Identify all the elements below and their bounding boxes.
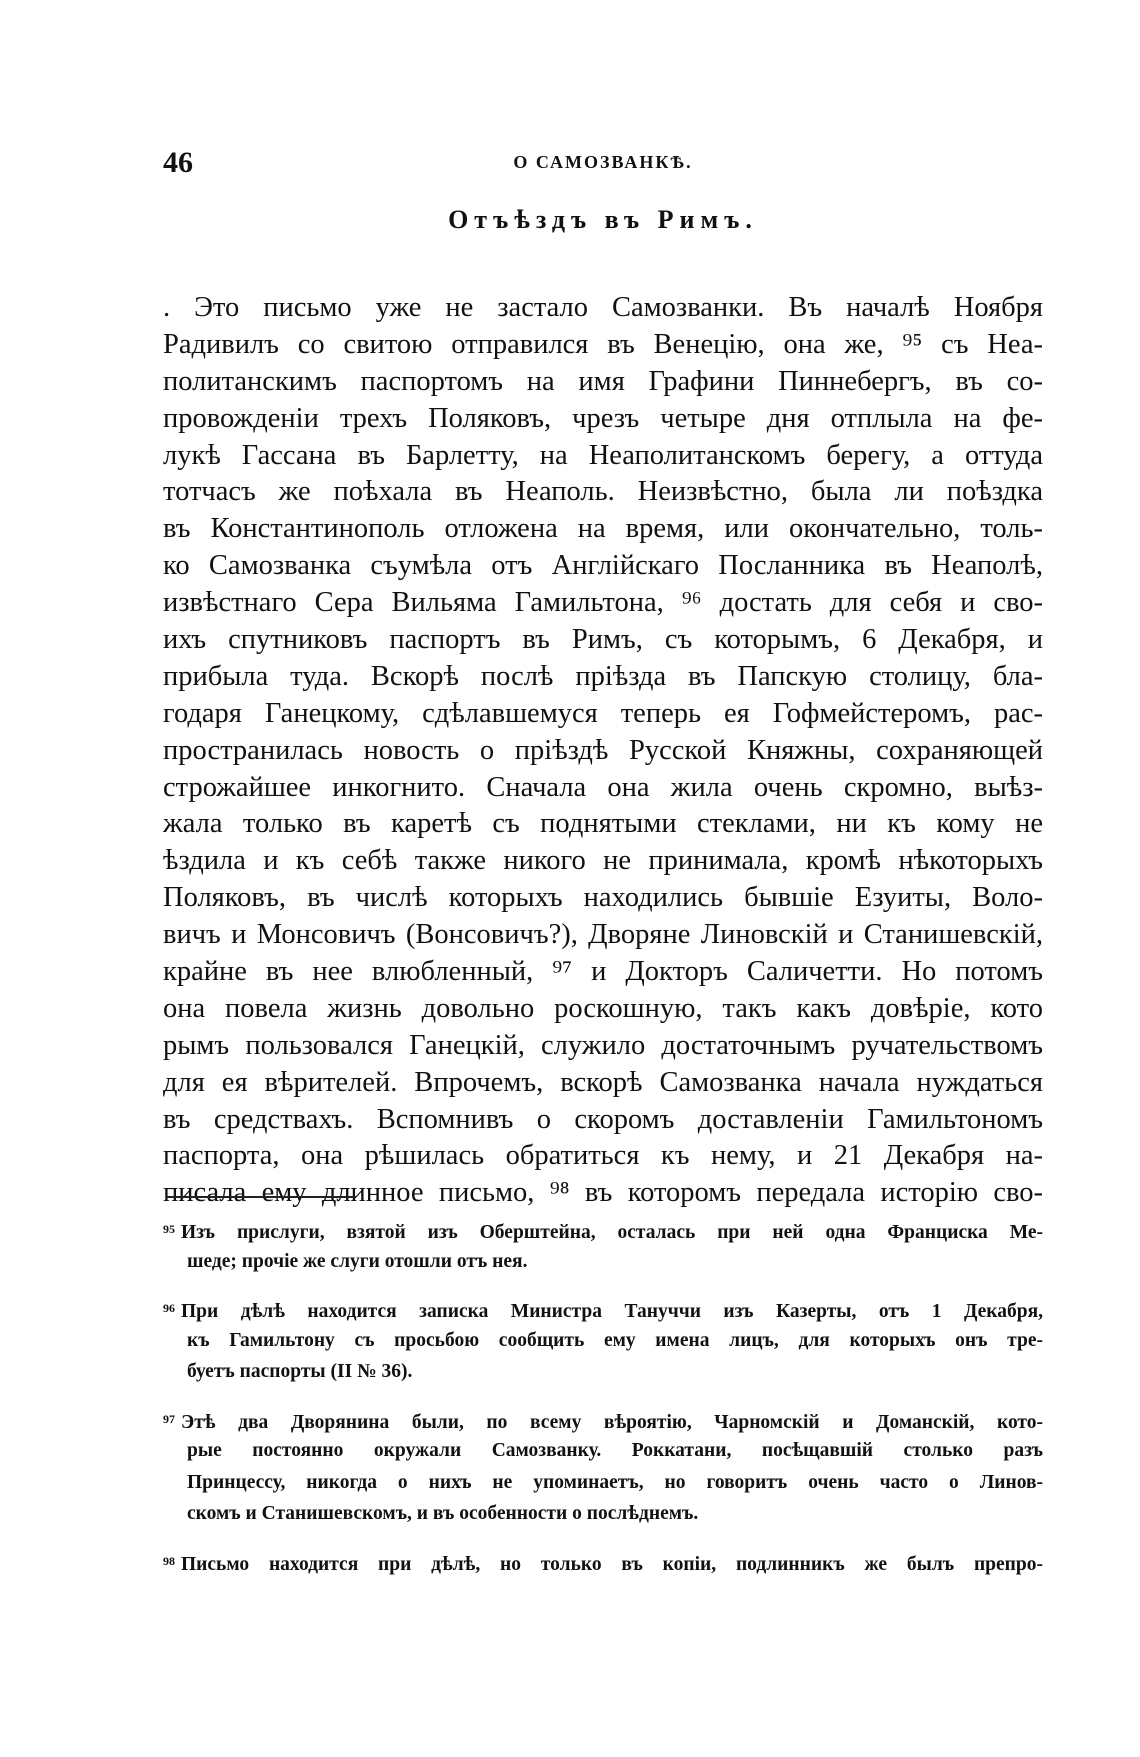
body-line: годаря Ганецкому, сдѣлавшемуся теперь ея Гофмейстеромъ, рас-	[163, 697, 1043, 729]
body-line: она повела жизнь довольно роскошную, такъ какъ довѣріе, кото	[163, 992, 1043, 1024]
body-line: въ Константинополь отложена на время, или окончательно, толь-	[163, 513, 1043, 545]
body-line: прибыла туда. Вскорѣ послѣ пріѣзда въ Папскую столицу, бла-	[163, 660, 1043, 692]
body-line: ко Самозванка съумѣла отъ Англійскаго Посланника въ Неаполѣ,	[163, 550, 1043, 582]
footnote-95	[163, 1214, 1043, 1277]
body-line: рымъ пользовался Ганецкій, служило достаточнымъ ручательствомъ	[163, 1029, 1043, 1061]
body-line: провожденіи трехъ Поляковъ, чрезъ четыре дня отплыла на фе-	[163, 402, 1043, 434]
footnote-text: При дѣлѣ находится записка Министра Тануччи изъ Казерты, отъ 1 Декабря,	[181, 1301, 1043, 1322]
footnote-line: рые постоянно окружали Самозванку. Роккатани, посѣщавшій столько разъ	[187, 1440, 1043, 1461]
footnote-line	[163, 1214, 1043, 1246]
footnote-text: Этѣ два Дворянина были, по всему вѣроятію, Чарномскій и Доманскій, кото-	[181, 1411, 1043, 1433]
body-line: лукѣ Гассана въ Барлетту, на Неаполитанскомъ берегу, а оттуда	[163, 439, 1043, 471]
body-line: Поляковъ, въ числѣ которыхъ находились бывшіе Езуиты, Воло-	[163, 882, 1043, 914]
body-line: писала ему длинное письмо, ⁹⁸ въ которомъ передала исторію сво-	[163, 1177, 1043, 1209]
footnote-text: Изъ прислуги, взятой изъ Оберштейна, осталась при ней одна Франциска Ме-	[181, 1222, 1043, 1243]
footnote-line	[163, 1404, 1043, 1436]
section-title: Отъѣздъ въ Римъ.	[448, 205, 758, 234]
footnote-marker: 98	[163, 1553, 175, 1568]
footnote-line: буетъ паспорты (II № 36).	[187, 1361, 413, 1382]
body-line: въ средствахъ. Вспомнивъ о скоромъ доставленіи Гамильтономъ	[163, 1103, 1043, 1135]
body-line: политанскимъ паспортомъ на имя Графини Пиннебергъ, въ со-	[163, 365, 1043, 397]
footnote-line: скомъ и Станишевскомъ, и въ особенности о послѣднемъ.	[187, 1503, 699, 1524]
body-line: для ея вѣрителей. Впрочемъ, вскорѣ Самозванка начала нуждаться	[163, 1066, 1043, 1098]
footnote-divider	[166, 1196, 356, 1198]
body-line: пространилась новость о пріѣздѣ Русской Княжны, сохраняющей	[163, 734, 1043, 766]
body-line: . Это письмо уже не застало Самозванки. Въ началѣ Ноября	[163, 292, 1043, 323]
footnote-line: шеде; прочіе же слуги отошли отъ нея.	[187, 1250, 528, 1272]
body-line: крайне въ нее влюбленный, ⁹⁷ и Докторъ Саличетти. Но потомъ	[163, 956, 1043, 988]
footnote-98	[163, 1546, 1043, 1578]
footnote-marker: 96	[163, 1301, 175, 1315]
footnote-line	[163, 1546, 1043, 1578]
body-line: строжайшее инкогнито. Сначала она жила очень скромно, выѣз-	[163, 771, 1043, 803]
body-line: тотчасъ же поѣхала въ Неаполь. Неизвѣстно, была ли поѣздка	[163, 476, 1043, 508]
footnote-96	[163, 1293, 1043, 1388]
body-line: ихъ спутниковъ паспортъ въ Римъ, съ которымъ, 6 Декабря, и	[163, 624, 1043, 656]
footnote-97	[163, 1404, 1043, 1530]
body-line: жала только въ каретѣ съ поднятыми стеклами, ни къ кому не	[163, 808, 1043, 840]
footnotes	[163, 1214, 1043, 1593]
footnote-marker: 97	[163, 1411, 175, 1426]
footnote-line	[163, 1293, 1043, 1325]
running-title: О САМОЗВАНКѢ.	[513, 152, 693, 172]
footnote-line: Принцессу, никогда о нихъ не упоминаетъ, но говоритъ очень часто о Линов-	[187, 1471, 1043, 1493]
page-number: 46	[163, 146, 193, 179]
footnote-marker: 95	[163, 1222, 175, 1236]
body-line: паспорта, она рѣшилась обратиться къ нему, и 21 Декабря на-	[163, 1140, 1043, 1172]
body-line: Радивилъ со свитою отправился въ Венецію, она же, ⁹⁵ съ Неа-	[163, 328, 1043, 360]
body-line: извѣстнаго Сера Вильяма Гамильтона, ⁹⁶ достать для себя и сво-	[163, 587, 1043, 619]
footnote-text: Письмо находится при дѣлѣ, но только въ копіи, подлинникъ же былъ препро-	[181, 1553, 1043, 1575]
body-text	[163, 290, 1043, 1212]
footnote-line: къ Гамильтону съ просьбою сообщить ему имена лицъ, для которыхъ онъ тре-	[187, 1329, 1043, 1351]
body-line: вичъ и Монсовичъ (Вонсовичъ?), Дворяне Линовскій и Станишевскій,	[163, 919, 1043, 951]
page-header	[163, 146, 1043, 186]
body-line: ѣздила и къ себѣ также никого не принимала, кромѣ нѣкоторыхъ	[163, 845, 1043, 877]
